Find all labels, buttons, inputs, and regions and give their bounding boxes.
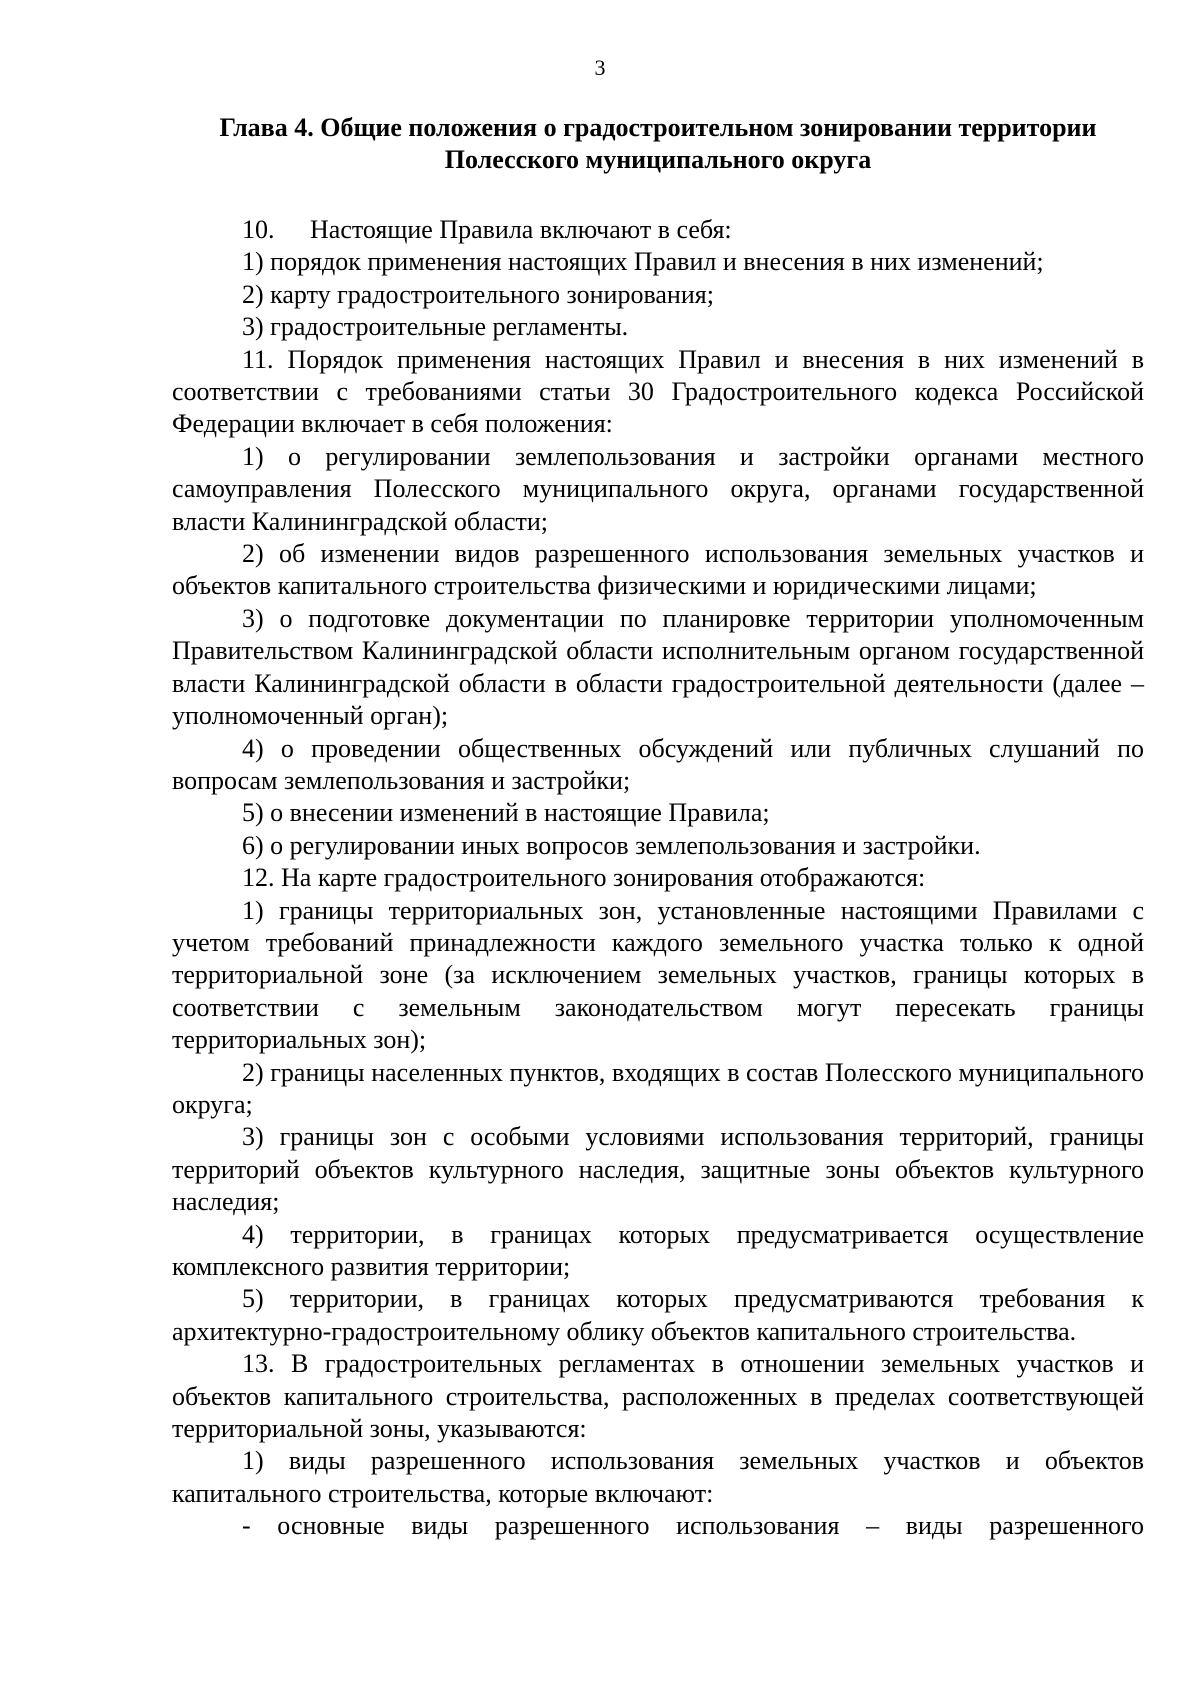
list-item: 1) границы территориальных зон, установленные настоящими Правилами с учетом требований принадлежности каждого земельного участка только к одной территориальной зоне (за исключением земельных участков, границы которых в соответствии с земельным законодательством могут пересекать границы территориальных зон); [172,895,1144,1055]
paragraph-12: 12. На карте градостроительного зонирования отображаются: [242,863,926,893]
list-item: 3) градостроительные регламенты. [242,312,629,342]
list-item: 4) территории, в границах которых предусматривается осуществление комплексного развития территории; [172,1219,1144,1281]
paragraph-text: Настоящие Правила включают в себя: [310,215,732,244]
chapter-heading [172,112,1144,176]
list-item: 2) границы населенных пунктов, входящих в состав Полесского муниципального округа; [172,1057,1144,1119]
paragraph-10 [172,214,1144,246]
list-item: 3) о подготовке документации по планировке территории уполномоченным Правительством Калининградской области исполнительным органом государственной власти Калининградской области в области градостроительной деятельности (далее – уполномоченный орган); [172,603,1144,731]
paragraph-13: 13. В градостроительных регламентах в отношении земельных участков и объектов капитального строительства, расположенных в пределах соответствующей территориальной зоны, указываются: [172,1349,1144,1444]
list-item: 1) виды разрешенного использования земельных участков и объектов капитального строительства, которые включают: [172,1446,1144,1508]
chapter-heading-line-2: Полесского муниципального округа [444,145,872,174]
list-item: 4) о проведении общественных обсуждений или публичных слушаний по вопросам землепользования и застройки; [172,733,1144,795]
chapter-heading-line-1: Глава 4. Общие положения о градостроительном зонировании территории [219,113,1097,142]
list-item: 6) о регулировании иных вопросов землепользования и застройки. [242,830,981,860]
list-item: - основные виды разрешенного использования – виды разрешенного [242,1511,1144,1541]
document-body [172,214,1144,1543]
list-item: 1) о регулировании землепользования и застройки органами местного самоуправления Полесского муниципального округа, органами государственной власти Калининградской области; [172,441,1144,536]
list-item: 5) территории, в границах которых предусматриваются требования к архитектурно-градостроительному облику объектов капитального строительства. [172,1284,1144,1346]
list-item: 2) карту градостроительного зонирования; [242,279,714,309]
list-item: 1) порядок применения настоящих Правил и внесения в них изменений; [242,247,1044,277]
list-item: 2) об изменении видов разрешенного использования земельных участков и объектов капитального строительства физическими и юридическими лицами; [172,539,1144,601]
paragraph-11: 11. Порядок применения настоящих Правил и внесения в них изменений в соответствии с требованиями статьи 30 Градостроительного кодекса Российской Федерации включает в себя положения: [172,344,1144,439]
list-item: 5) о внесении изменений в настоящие Правила; [242,798,770,828]
list-item: 3) границы зон с особыми условиями использования территорий, границы территорий объектов культурного наследия, защитные зоны объектов культурного наследия; [172,1122,1144,1217]
page-number: 3 [594,55,606,80]
paragraph-number: 10. [242,215,275,244]
